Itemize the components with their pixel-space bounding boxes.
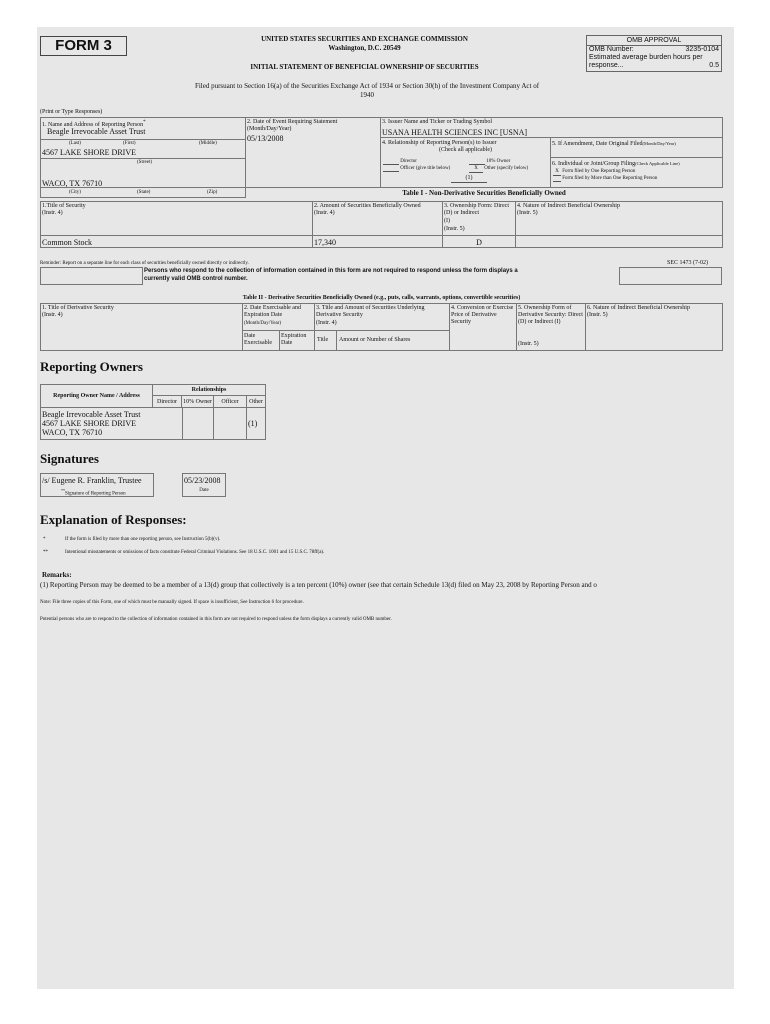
amount-value: 17,340 bbox=[314, 238, 336, 247]
box4-label-2: (Check all applicable) bbox=[439, 147, 492, 153]
sec-number: SEC 1473 (7-02) bbox=[667, 260, 708, 266]
statement-title: INITIAL STATEMENT OF BENEFICIAL OWNERSHIP OF SECURITIES bbox=[250, 63, 479, 71]
potential-persons-note: Potential persons who are to respond to the collection of information contained in this form are not required to respond unless the form displays a currently valid OMB number. bbox=[40, 617, 392, 622]
omb-burden-label-2: response... bbox=[589, 62, 624, 69]
signature-date-box bbox=[182, 473, 226, 497]
owner-line2: 4567 LAKE SHORE DRIVE bbox=[42, 419, 136, 428]
table1-header-col4 bbox=[515, 201, 723, 236]
event-date-box bbox=[245, 117, 381, 188]
owner-ten-pct-cell bbox=[182, 407, 214, 440]
remarks-label: Remarks: bbox=[42, 571, 72, 579]
table1-header-col3 bbox=[442, 201, 516, 236]
owner-line1: Beagle Irrevocable Asset Trust bbox=[42, 410, 141, 419]
nature-cell bbox=[515, 235, 723, 248]
issuer-value: USANA HEALTH SCIENCES INC [USNA] bbox=[382, 128, 528, 137]
owner-other-value: (1) bbox=[248, 419, 258, 428]
reminder-text: Reminder: Report on a separate line for each class of securities beneficially owned directly or indirectly. bbox=[40, 261, 249, 266]
first-label: (First) bbox=[123, 141, 136, 146]
date-label: Date bbox=[199, 488, 209, 493]
t2-col2-sub: (Month/Day/Year) bbox=[244, 321, 281, 326]
other-col-label: Other bbox=[249, 399, 263, 405]
t2-col6-instr: (Instr. 5) bbox=[587, 312, 608, 318]
date-exercisable-label: Date Exercisable bbox=[244, 333, 272, 346]
owner-officer-cell bbox=[213, 407, 247, 440]
city-value: WACO, TX 76710 bbox=[42, 179, 103, 188]
explanation-item-1: If the form is filed by more than one reporting person, see Instruction 5(b)(v). bbox=[65, 537, 221, 542]
t1-col3-i: (I) bbox=[444, 218, 450, 224]
box5-label-small: (Month/Day/Year) bbox=[642, 141, 676, 146]
filed-pursuant-text-2: 1940 bbox=[360, 91, 374, 99]
omb-number-value: 3235-0104 bbox=[685, 46, 719, 53]
omb-title: OMB APPROVAL bbox=[626, 37, 682, 44]
t2-col2-label: 2. Date Exercisable and Expiration Date bbox=[244, 305, 301, 318]
ten-pct-col-label: 10% Owner bbox=[183, 399, 212, 405]
t1-col2-instr: (Instr. 4) bbox=[314, 210, 335, 216]
last-label: (Last) bbox=[69, 141, 81, 146]
signer-label-mark: ** bbox=[61, 488, 65, 493]
t1-col1-instr: (Instr. 4) bbox=[42, 210, 63, 216]
filed-pursuant-text: Filed pursuant to Section 16(a) of the Securities Exchange Act of 1934 or Section 30(h) of the Investment Company Act of bbox=[194, 82, 540, 90]
signer-box bbox=[40, 473, 154, 497]
underlying-amount-label: Amount or Number of Shares bbox=[339, 337, 411, 343]
box3-label: 3. Issuer Name and Ticker or Trading Symbol bbox=[382, 119, 492, 125]
filing-option-one: Form filed by One Reporting Person bbox=[562, 169, 636, 174]
t2-col3-label: 3. Title and Amount of Securities Underlying Derivative Security bbox=[316, 305, 425, 318]
t1-col4-label: 4. Nature of Indirect Beneficial Ownership bbox=[517, 203, 620, 209]
ownership-form-cell bbox=[442, 235, 516, 248]
persons-notice-2: currently valid OMB control number. bbox=[144, 276, 248, 282]
ownership-form-value: D bbox=[476, 238, 482, 247]
officer-option: Officer (give title below) bbox=[400, 166, 451, 171]
ten-pct-option: 10% Owner bbox=[486, 159, 511, 164]
state-label: (State) bbox=[137, 190, 151, 195]
owners-name-header bbox=[40, 384, 153, 408]
omb-burden-label: Estimated average burden hours per bbox=[589, 54, 703, 61]
relationship-remark: (1) bbox=[451, 175, 487, 183]
box6-label-small: (Check Applicable Line) bbox=[635, 161, 680, 166]
remark-1: (1) Reporting Person may be deemed to be a member of a 13(d) group that collectively is a ten percent (10%) owner (see that certain Schedule 13(d) filed on May 23, 2008 by Reporting Person and o bbox=[40, 581, 597, 589]
table2-col4 bbox=[449, 303, 517, 351]
table-row bbox=[40, 235, 313, 248]
table-row bbox=[40, 407, 183, 440]
t1-col2-label: 2. Amount of Securities Beneficially Owned bbox=[314, 203, 421, 209]
omb-number-label: OMB Number: bbox=[589, 46, 634, 53]
t1-col3-instr: (Instr. 5) bbox=[444, 226, 465, 232]
street-value: 4567 LAKE SHORE DRIVE bbox=[42, 148, 136, 157]
t2-col1-instr: (Instr. 4) bbox=[42, 312, 63, 318]
reminder-right-box bbox=[619, 267, 722, 285]
explanation-mark-1: * bbox=[43, 537, 46, 542]
city-state-zip-row bbox=[40, 187, 246, 198]
reminder-left-box bbox=[40, 267, 143, 285]
t2-col5-label: 5. Ownership Form of Derivative Security: Direct (D) or Indirect (I) bbox=[518, 305, 583, 325]
reporting-owners-heading: Reporting Owners bbox=[40, 359, 143, 374]
table2-col1 bbox=[40, 303, 243, 351]
owner-name-col-label: Reporting Owner Name / Address bbox=[53, 393, 140, 399]
zip-label: (Zip) bbox=[207, 190, 218, 195]
owner-other-cell bbox=[246, 407, 266, 440]
signer-label: Signature of Reporting Person bbox=[65, 491, 126, 497]
file-copies-note: Note: File three copies of this Form, one of which must be manually signed. If space is insufficient, See Instruction 6 for procedure. bbox=[40, 600, 304, 605]
city-label: (City) bbox=[69, 190, 81, 195]
filing-option-more: Form filed by More than One Reporting Person bbox=[562, 176, 658, 181]
t1-col4-instr: (Instr. 5) bbox=[517, 210, 538, 216]
table2-title: Table II - Derivative Securities Beneficially Owned (e.g., puts, calls, warrants, options, convertible securities) bbox=[242, 295, 521, 301]
form-title: FORM 3 bbox=[40, 36, 127, 56]
box5-label: 5. If Amendment, Date Original Filed bbox=[552, 141, 643, 147]
t1-col3-label: 3. Ownership Form: Direct (D) or Indirect bbox=[444, 203, 509, 216]
relationships-label: Relationships bbox=[191, 387, 227, 393]
table2-col5 bbox=[516, 303, 586, 351]
reporting-person-box bbox=[40, 117, 246, 188]
t2-col1-label: 1. Title of Derivative Security bbox=[42, 305, 114, 311]
table2-col6 bbox=[585, 303, 723, 351]
agency-name: UNITED STATES SECURITIES AND EXCHANGE COMMISSION bbox=[261, 35, 468, 43]
table2-col2 bbox=[242, 303, 315, 351]
filing-check-mark: X bbox=[553, 169, 561, 176]
explanation-item-2: Intentional misstatements or omissions of facts constitute Federal Criminal Violations. See 18 U.S.C. 1001 and 15 U.S.C. 78ff(a). bbox=[65, 550, 325, 555]
signature-date: 05/23/2008 bbox=[184, 476, 221, 485]
omb-approval-box bbox=[586, 35, 722, 72]
signer-name: /s/ Eugene R. Franklin, Trustee bbox=[42, 476, 142, 485]
box2-label-2: (Month/Day/Year) bbox=[247, 126, 292, 132]
director-col-label: Director bbox=[157, 399, 177, 405]
other-check-mark: X bbox=[469, 166, 483, 173]
underlying-title-label: Title bbox=[317, 337, 329, 343]
persons-notice: Persons who respond to the collection of information contained in this form are not required to respond unless the form displays a bbox=[144, 268, 518, 274]
middle-label: (Middle) bbox=[199, 141, 217, 146]
event-date-value: 05/13/2008 bbox=[247, 134, 284, 143]
director-option: Director bbox=[400, 159, 417, 164]
issuer-box bbox=[380, 117, 723, 138]
omb-burden-value: 0.5 bbox=[709, 62, 719, 69]
explanation-mark-2: ** bbox=[43, 550, 48, 555]
agency-location: Washington, D.C. 20549 bbox=[328, 44, 401, 52]
amendment-box bbox=[550, 137, 723, 158]
t1-col1-label: 1.Title of Security bbox=[42, 203, 86, 209]
box1-label: 1. Name and Address of Reporting Person bbox=[42, 122, 144, 128]
signatures-heading: Signatures bbox=[40, 451, 99, 466]
box6-label: 6. Individual or Joint/Group Filing bbox=[552, 161, 636, 167]
table1-title: Table I - Non-Derivative Securities Beneficially Owned bbox=[402, 189, 566, 197]
street-label: (Street) bbox=[137, 160, 152, 165]
t2-col4-label: 4. Conversion or Exercise Price of Derivative Security bbox=[451, 305, 514, 325]
officer-col-label: Officer bbox=[221, 399, 239, 405]
expiration-date-label: Expiration Date bbox=[281, 333, 307, 346]
table1-header-col2 bbox=[312, 201, 443, 236]
t2-col3-instr: (Instr. 4) bbox=[316, 320, 337, 326]
owner-line3: WACO, TX 76710 bbox=[42, 428, 103, 437]
reporting-person-name: Beagle Irrevocable Asset Trust bbox=[47, 127, 146, 136]
other-option: Other (specify below) bbox=[484, 166, 529, 171]
t2-col5-instr: (Instr. 5) bbox=[518, 341, 539, 347]
form-page bbox=[37, 27, 734, 989]
print-note: (Print or Type Responses) bbox=[40, 109, 103, 115]
relationship-box bbox=[380, 137, 551, 188]
filing-type-box bbox=[550, 157, 723, 188]
amount-cell bbox=[312, 235, 443, 248]
table2-col3 bbox=[314, 303, 450, 351]
table1-header-col1 bbox=[40, 201, 313, 236]
box2-label: 2. Date of Event Requiring Statement bbox=[247, 119, 338, 125]
box1-label-mark: * bbox=[143, 120, 146, 125]
box4-label: 4. Relationship of Reporting Person(s) to Issuer bbox=[382, 140, 497, 146]
security-title: Common Stock bbox=[42, 238, 93, 247]
t2-col6-label: 6. Nature of Indirect Beneficial Ownership bbox=[587, 305, 690, 311]
explanation-heading: Explanation of Responses: bbox=[40, 512, 187, 527]
